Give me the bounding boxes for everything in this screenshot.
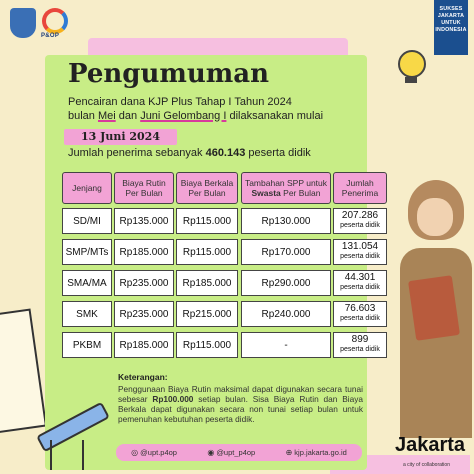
p4op-logo xyxy=(42,8,68,34)
jakarta-brand-logo: Jakarta xyxy=(395,434,466,456)
notepad-illustration xyxy=(0,308,47,434)
twitter-link[interactable]: ◉ @upt_p4op xyxy=(207,448,256,457)
header-biaya-rutin: Biaya Rutin Per Bulan xyxy=(114,172,174,204)
announcement-line-2: bulan Mei dan Juni Gelombang I dilaksanakan mulai xyxy=(68,110,324,122)
cell-berkala: Rp115.000 xyxy=(176,208,238,234)
cell-berkala: Rp215.000 xyxy=(176,301,238,327)
cell-spp: Rp240.000 xyxy=(241,301,331,327)
header-jenjang: Jenjang xyxy=(62,172,112,204)
cell-spp: - xyxy=(241,332,331,358)
folder-illustration xyxy=(408,275,460,341)
instagram-icon: ◎ xyxy=(131,448,139,457)
cell-rutin: Rp185.000 xyxy=(114,239,174,265)
note-text: Penggunaan Biaya Rutin maksimal dapat digunakan secara tunai sebesar Rp100.000 setiap bulan. Sisa Biaya Rutin dan Biaya Berkala dapat digunakan secara non tunai setiap bulan untuk pemenuhan kebutuhan peserta didik. xyxy=(118,384,363,424)
cell-spp: Rp130.000 xyxy=(241,208,331,234)
page-title: Pengumuman xyxy=(68,59,270,89)
cell-jenjang: SD/MI xyxy=(62,208,112,234)
globe-icon: ⊕ xyxy=(285,448,293,457)
cell-rutin: Rp135.000 xyxy=(114,208,174,234)
cell-berkala: Rp115.000 xyxy=(176,332,238,358)
date-badge: 13 Juni 2024 xyxy=(64,129,177,145)
cell-berkala: Rp185.000 xyxy=(176,270,238,296)
cell-count: 207.286 peserta didik xyxy=(333,208,387,234)
cell-rutin: Rp235.000 xyxy=(114,270,174,296)
jakarta-crest-logo xyxy=(10,8,36,38)
website-link[interactable]: ⊕ kjp.jakarta.go.id xyxy=(285,448,347,457)
cell-jenjang: SMA/MA xyxy=(62,270,112,296)
recipient-total: Jumlah penerima sebanyak 460.143 peserta didik xyxy=(68,147,311,159)
cell-jenjang: PKBM xyxy=(62,332,112,358)
cell-count: 899 peserta didik xyxy=(333,332,387,358)
header-biaya-berkala: Biaya Berkala Per Bulan xyxy=(176,172,238,204)
cell-spp: Rp170.000 xyxy=(241,239,331,265)
cell-jenjang: SMK xyxy=(62,301,112,327)
social-bar xyxy=(116,444,362,461)
instagram-link[interactable]: ◎ @upt.p4op xyxy=(131,448,177,457)
p4op-logo-text: P&OP xyxy=(41,33,60,39)
cell-spp: Rp290.000 xyxy=(241,270,331,296)
cell-count: 76.603 peserta didik xyxy=(333,301,387,327)
sukses-jakarta-badge: SUKSES JAKARTA UNTUK INDONESIA xyxy=(434,0,468,55)
jakarta-brand-tagline: a city of collaboration xyxy=(403,462,450,468)
cell-count: 131.054 peserta didik xyxy=(333,239,387,265)
person-illustration-face xyxy=(417,198,453,236)
cell-count: 44.301 peserta didik xyxy=(333,270,387,296)
cell-rutin: Rp235.000 xyxy=(114,301,174,327)
cell-jenjang: SMP/MTs xyxy=(62,239,112,265)
cell-rutin: Rp185.000 xyxy=(114,332,174,358)
announcement-line-1: Pencairan dana KJP Plus Tahap I Tahun 2024 xyxy=(68,96,292,108)
twitter-icon: ◉ xyxy=(207,448,215,457)
tripod-illustration xyxy=(50,440,84,470)
header-tambahan-spp: Tambahan SPP untuk Swasta Per Bulan xyxy=(241,172,331,204)
lightbulb-base xyxy=(405,77,417,83)
header-jumlah-penerima: Jumlah Penerima xyxy=(333,172,387,204)
cell-berkala: Rp115.000 xyxy=(176,239,238,265)
lightbulb-icon xyxy=(398,50,426,78)
note-title: Keterangan: xyxy=(118,372,168,382)
